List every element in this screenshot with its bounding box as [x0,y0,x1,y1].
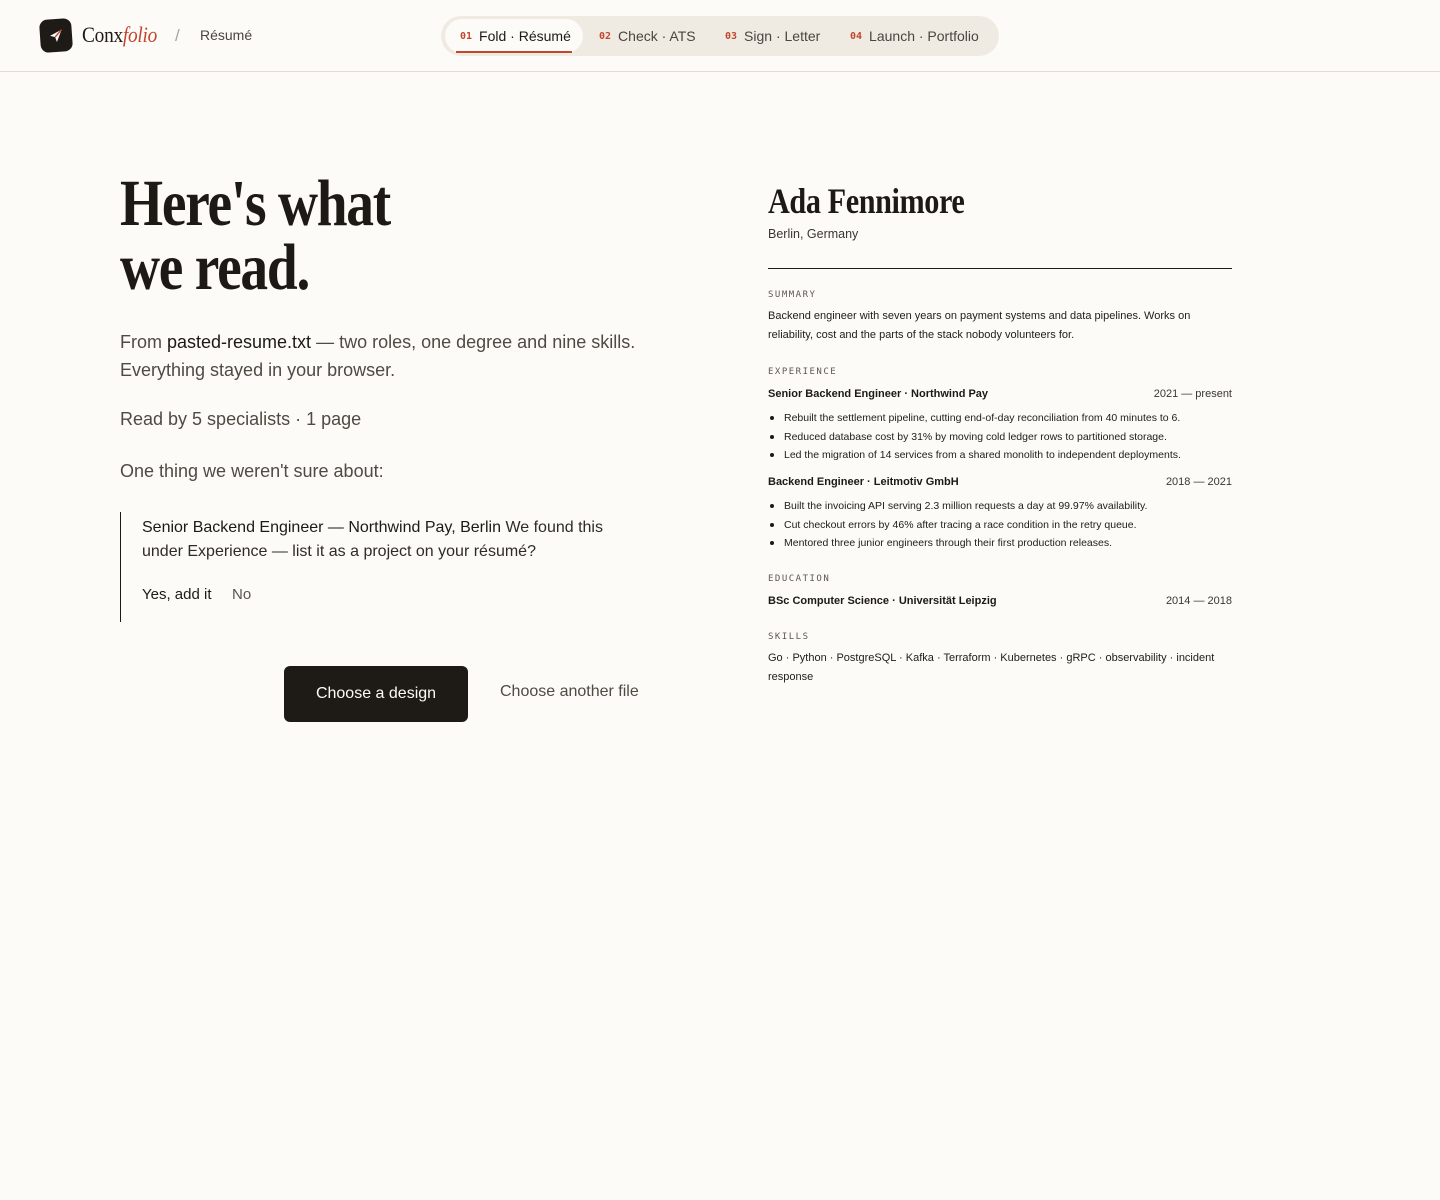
page-title-line-1: Here's what [120,167,390,240]
step-label: Sign · Letter [744,28,821,44]
question-body: We found this under Experience — list it as a project on your résumé? [142,519,603,560]
degree-title: BSc Computer Science · Universität Leipzig [768,595,997,607]
brand-main: Conx [82,22,123,47]
step-label: Launch · Portfolio [869,28,979,44]
resume-location: Berlin, Germany [768,227,859,241]
import-summary-prefix: From [120,332,167,352]
tab-check-ats[interactable] [599,19,696,53]
job-title: Backend Engineer · Leitmotiv GmbH [768,476,959,488]
question-text [142,516,632,564]
read-meta: Read by 5 specialists · 1 page [120,409,362,429]
skills-heading: SKILLS [768,632,810,642]
bullet-item: Led the migration of 14 services from a shared monolith to independent deployments. [768,446,1232,465]
import-summary [120,328,680,384]
breadcrumb-current: Résumé [200,27,253,43]
job-title: Senior Backend Engineer · Northwind Pay [768,388,989,400]
step-number: 04 [850,30,863,42]
bullet-item: Reduced database cost by 31% by moving cold ledger rows to partitioned storage. [768,428,1232,447]
job-dates: 2021 — present [1153,388,1232,400]
experience-1-bullets [768,409,1232,465]
question-lead: One thing we weren't sure about: [120,461,384,481]
step-label: Fold · Résumé [479,28,571,44]
experience-heading: EXPERIENCE [768,367,838,377]
tab-launch-portfolio[interactable] [850,19,979,53]
page-title-line-2: we read. [120,231,310,304]
tab-sign-letter[interactable] [725,19,820,53]
step-tabs [441,16,999,56]
yes-add-button[interactable]: Yes, add it [142,586,212,603]
brand-logo[interactable] [82,22,157,48]
summary-text: Backend engineer with seven years on payment systems and data pipelines. Works on reliability, cost and the parts of the stack nobody volunteers for. [768,310,1191,341]
choose-another-file-button[interactable]: Choose another file [500,683,639,700]
resume-divider [768,268,1232,269]
choose-design-button[interactable]: Choose a design [284,666,468,722]
tab-fold-resume[interactable] [445,19,583,53]
resume-name: Ada Fennimore [768,181,965,221]
step-number: 02 [599,30,612,42]
skills-list: Go · Python · PostgreSQL · Kafka · Terraform · Kubernetes · gRPC · observability · incident response [768,652,1215,683]
summary-heading: SUMMARY [768,290,817,300]
question-role: Senior Backend Engineer — Northwind Pay, Berlin [142,519,501,536]
bullet-item: Built the invoicing API serving 2.3 million requests a day at 99.97% availability. [768,497,1232,516]
education-heading: EDUCATION [768,574,831,584]
bullet-item: Rebuilt the settlement pipeline, cutting end-of-day reconciliation from 40 minutes to 6. [768,409,1232,428]
job-dates: 2018 — 2021 [1165,476,1232,488]
breadcrumb-separator: / [175,26,180,45]
clarification-question [120,512,640,622]
degree-dates: 2014 — 2018 [1165,595,1232,607]
source-file-name: pasted-resume.txt [167,332,312,352]
page-title [120,167,390,304]
import-summary-suffix: — two roles, one degree and nine skills. Everything stayed in your browser. [120,332,636,380]
no-button[interactable]: No [232,586,252,603]
experience-2-bullets [768,497,1232,553]
brand-accent: folio [122,22,158,47]
step-number: 01 [460,30,473,42]
paper-plane-icon[interactable] [39,18,73,53]
step-number: 03 [725,30,738,42]
step-label: Check · ATS [618,28,696,44]
bullet-item: Mentored three junior engineers through their first production releases. [768,534,1232,553]
bullet-item: Cut checkout errors by 46% after tracing a race condition in the retry queue. [768,516,1232,535]
top-bar [0,0,1440,72]
